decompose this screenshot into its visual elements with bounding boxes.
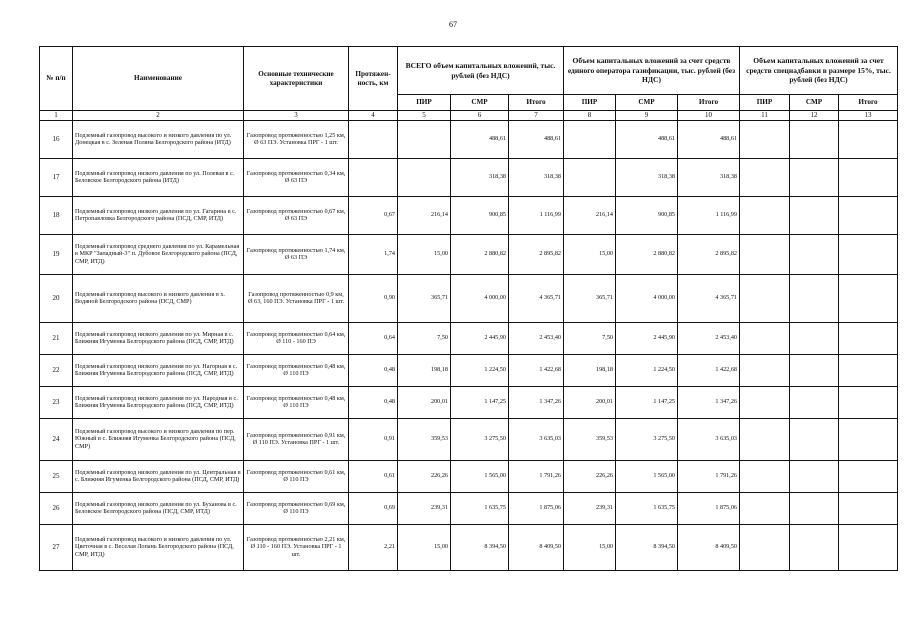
project-name: Подземный газопровод высокого и низкого давления по ул. Цветочная в с. Веселая Лопань Белгородского района (ПСД, СМР, ИТД) — [73, 524, 244, 570]
table-row — [40, 460, 898, 492]
total-smr: 1 565,00 — [451, 460, 509, 492]
operator-itogo: 318,38 — [678, 158, 740, 196]
row-number: 24 — [40, 418, 73, 460]
total-itogo: 8 409,50 — [509, 524, 564, 570]
project-name: Подземный газопровод высокого и низкого давления по ул. Донецкая в с. Зеленая Поляна Белгородского района (ИТД) — [73, 120, 244, 158]
special-pir — [740, 524, 790, 570]
operator-pir: 226,26 — [564, 460, 616, 492]
special-pir — [740, 460, 790, 492]
operator-smr: 318,38 — [616, 158, 678, 196]
technical-specs: Газопровод протяженностью 2,21 км, Ø 110 - 160 ПЭ. Установка ПРГ - 1 шт. — [244, 524, 349, 570]
operator-smr: 3 275,50 — [616, 418, 678, 460]
group-header-operator: Объем капитальных вложений за счет средств единого оператора газификации, тыс. рублей (без НДС) — [564, 47, 740, 95]
column-number: 1 — [40, 111, 73, 121]
table-row — [40, 158, 898, 196]
length-km: 0,67 — [349, 196, 398, 234]
operator-pir: 200,01 — [564, 386, 616, 418]
total-itogo: 4 365,71 — [509, 274, 564, 322]
row-number: 25 — [40, 460, 73, 492]
length-km — [349, 120, 398, 158]
special-smr — [790, 234, 839, 274]
total-pir: 239,31 — [398, 492, 451, 524]
column-number: 10 — [678, 111, 740, 121]
column-number: 3 — [244, 111, 349, 121]
technical-specs: Газопровод протяженностью 1,25 км, Ø 63 ПЭ. Установка ПРГ - 1 шт. — [244, 120, 349, 158]
total-itogo: 2 453,40 — [509, 322, 564, 354]
special-smr — [790, 322, 839, 354]
column-number: 8 — [564, 111, 616, 121]
subheader-itogo: Итого — [678, 95, 740, 111]
special-pir — [740, 322, 790, 354]
project-name: Подземный газопровод низкого давления по ул. Центральная в с. Ближняя Игуменка Белгородского района (ПСД, СМР, ИТД) — [73, 460, 244, 492]
table-row — [40, 492, 898, 524]
table-row — [40, 524, 898, 570]
total-pir: 226,26 — [398, 460, 451, 492]
length-km: 0,64 — [349, 322, 398, 354]
operator-pir: 365,71 — [564, 274, 616, 322]
special-smr — [790, 120, 839, 158]
special-smr — [790, 418, 839, 460]
row-number: 22 — [40, 354, 73, 386]
row-number: 21 — [40, 322, 73, 354]
length-km: 0,48 — [349, 354, 398, 386]
header-row — [40, 47, 898, 95]
project-name: Подземный газопровод низкого давления по ул. Мирная в с. Ближняя Игуменка Белгородского района (ПСД, СМР, ИТД) — [73, 322, 244, 354]
table-row — [40, 386, 898, 418]
col-header-number: № п/п — [40, 47, 73, 111]
operator-smr: 900,85 — [616, 196, 678, 234]
technical-specs: Газопровод протяженностью 0,91 км, Ø 110 ПЭ. Установка ПРГ - 1 шт. — [244, 418, 349, 460]
subheader-pir: ПИР — [564, 95, 616, 111]
special-itogo — [839, 418, 898, 460]
operator-pir: 359,53 — [564, 418, 616, 460]
operator-smr: 4 000,00 — [616, 274, 678, 322]
row-number: 17 — [40, 158, 73, 196]
special-itogo — [839, 234, 898, 274]
special-itogo — [839, 196, 898, 234]
subheader-smr: СМР — [451, 95, 509, 111]
table-row — [40, 354, 898, 386]
special-itogo — [839, 120, 898, 158]
operator-itogo: 1 791,26 — [678, 460, 740, 492]
column-number: 5 — [398, 111, 451, 121]
total-smr: 3 275,50 — [451, 418, 509, 460]
column-number: 11 — [740, 111, 790, 121]
length-km: 0,61 — [349, 460, 398, 492]
total-pir: 15,00 — [398, 524, 451, 570]
operator-pir: 239,31 — [564, 492, 616, 524]
col-header-name: Наименование — [73, 47, 244, 111]
total-smr: 488,61 — [451, 120, 509, 158]
total-pir — [398, 158, 451, 196]
special-pir — [740, 158, 790, 196]
technical-specs: Газопровод протяженностью 1,74 км, Ø 63 ПЭ — [244, 234, 349, 274]
project-name: Подземный газопровод низкого давления по ул. Народная в с. Ближняя Игуменка Белгородского района (ПСД, СМР, ИТД) — [73, 386, 244, 418]
column-number: 6 — [451, 111, 509, 121]
total-smr: 1 635,75 — [451, 492, 509, 524]
operator-itogo: 1 422,68 — [678, 354, 740, 386]
special-itogo — [839, 274, 898, 322]
total-smr: 1 147,25 — [451, 386, 509, 418]
total-smr: 2 445,90 — [451, 322, 509, 354]
total-itogo: 3 635,03 — [509, 418, 564, 460]
operator-itogo: 1 116,99 — [678, 196, 740, 234]
special-smr — [790, 196, 839, 234]
technical-specs: Газопровод протяженностью 0,69 км, Ø 110 ПЭ — [244, 492, 349, 524]
page-number: 67 — [449, 20, 457, 29]
length-km: 0,69 — [349, 492, 398, 524]
col-header-length: Протяжен-ность, км — [349, 47, 398, 111]
group-header-special: Объем капитальных вложений за счет средств спецнадбавки в размере 15%, тыс. рублей (без НДС) — [740, 47, 898, 95]
table-row — [40, 234, 898, 274]
total-itogo: 1 116,99 — [509, 196, 564, 234]
operator-smr: 2 880,82 — [616, 234, 678, 274]
special-itogo — [839, 460, 898, 492]
column-number: 4 — [349, 111, 398, 121]
total-pir — [398, 120, 451, 158]
group-header-total: ВСЕГО объем капитальных вложений, тыс. рублей (без НДС) — [398, 47, 564, 95]
total-pir: 200,01 — [398, 386, 451, 418]
total-pir: 365,71 — [398, 274, 451, 322]
table-row — [40, 196, 898, 234]
row-number: 16 — [40, 120, 73, 158]
row-number: 20 — [40, 274, 73, 322]
total-smr: 318,38 — [451, 158, 509, 196]
subheader-pir: ПИР — [740, 95, 790, 111]
total-pir: 359,53 — [398, 418, 451, 460]
length-km: 2,21 — [349, 524, 398, 570]
total-smr: 4 000,00 — [451, 274, 509, 322]
total-itogo: 1 347,26 — [509, 386, 564, 418]
operator-itogo: 2 895,82 — [678, 234, 740, 274]
technical-specs: Газопровод протяженностью 0,61 км, Ø 110 ПЭ — [244, 460, 349, 492]
operator-itogo: 4 365,71 — [678, 274, 740, 322]
total-pir: 15,00 — [398, 234, 451, 274]
special-pir — [740, 120, 790, 158]
row-number: 23 — [40, 386, 73, 418]
row-number: 18 — [40, 196, 73, 234]
special-smr — [790, 524, 839, 570]
total-smr: 900,85 — [451, 196, 509, 234]
operator-smr: 1 147,25 — [616, 386, 678, 418]
operator-pir: 216,14 — [564, 196, 616, 234]
table-row — [40, 418, 898, 460]
length-km: 0,91 — [349, 418, 398, 460]
project-name: Подземный газопровод низкого давления по ул. Нагорная в с. Ближняя Игуменка Белгородского района (ПСД, СМР, ИТД) — [73, 354, 244, 386]
special-itogo — [839, 386, 898, 418]
special-pir — [740, 354, 790, 386]
operator-smr: 1 635,75 — [616, 492, 678, 524]
investment-table — [39, 46, 898, 571]
total-itogo: 1 875,06 — [509, 492, 564, 524]
total-itogo: 488,61 — [509, 120, 564, 158]
project-name: Подземный газопровод высокого и низкого давления в х. Водяной Белгородского района (ПСД, СМР) — [73, 274, 244, 322]
technical-specs: Газопровод протяженностью 0,48 км, Ø 110 ПЭ — [244, 354, 349, 386]
operator-pir: 15,00 — [564, 524, 616, 570]
subheader-smr: СМР — [616, 95, 678, 111]
special-pir — [740, 196, 790, 234]
project-name: Подземный газопровод высокого и низкого давления по пер. Южный в с. Ближняя Игуменка Белгородского района (ПСД, СМР) — [73, 418, 244, 460]
operator-itogo: 8 409,50 — [678, 524, 740, 570]
col-header-specs: Основные технические характеристики — [244, 47, 349, 111]
technical-specs: Газопровод протяженностью 0,34 км, Ø 63 ПЭ — [244, 158, 349, 196]
operator-itogo: 488,61 — [678, 120, 740, 158]
operator-smr: 488,61 — [616, 120, 678, 158]
column-number: 2 — [73, 111, 244, 121]
project-name: Подземный газопровод низкого давления по ул. Полевая в с. Беловское Белгородского района (ИТД) — [73, 158, 244, 196]
operator-smr: 1 224,50 — [616, 354, 678, 386]
special-pir — [740, 386, 790, 418]
table-row — [40, 120, 898, 158]
subheader-smr: СМР — [790, 95, 839, 111]
length-km: 0,48 — [349, 386, 398, 418]
total-pir: 216,14 — [398, 196, 451, 234]
total-smr: 1 224,50 — [451, 354, 509, 386]
total-smr: 8 394,50 — [451, 524, 509, 570]
column-number: 13 — [839, 111, 898, 121]
subheader-itogo: Итого — [509, 95, 564, 111]
column-number: 7 — [509, 111, 564, 121]
table-row — [40, 274, 898, 322]
project-name: Подземный газопровод низкого давления по ул. Гагарина в с. Петропавловка Белгородского района (ПСД, СМР, ИТД) — [73, 196, 244, 234]
project-name: Подземный газопровод среднего давления по ул. Карамельная в МКР "Западный-3" п. Дубовое Белгородского района (ПСД, СМР, ИТД) — [73, 234, 244, 274]
technical-specs: Газопровод протяженностью 0,64 км, Ø 110 - 160 ПЭ — [244, 322, 349, 354]
special-smr — [790, 158, 839, 196]
row-number: 26 — [40, 492, 73, 524]
operator-smr: 8 394,50 — [616, 524, 678, 570]
special-itogo — [839, 524, 898, 570]
operator-pir: 198,18 — [564, 354, 616, 386]
special-smr — [790, 274, 839, 322]
special-itogo — [839, 354, 898, 386]
length-km — [349, 158, 398, 196]
technical-specs: Газопровод протяженностью 0,9 км, Ø 63, 160 ПЭ. Установка ПРГ - 1 шт. — [244, 274, 349, 322]
length-km: 1,74 — [349, 234, 398, 274]
total-pir: 7,50 — [398, 322, 451, 354]
special-pir — [740, 234, 790, 274]
operator-pir: 7,50 — [564, 322, 616, 354]
column-number: 9 — [616, 111, 678, 121]
column-number: 12 — [790, 111, 839, 121]
special-itogo — [839, 492, 898, 524]
length-km: 0,90 — [349, 274, 398, 322]
operator-smr: 2 445,90 — [616, 322, 678, 354]
operator-itogo: 1 875,06 — [678, 492, 740, 524]
technical-specs: Газопровод протяженностью 0,48 км, Ø 110 ПЭ — [244, 386, 349, 418]
row-number: 27 — [40, 524, 73, 570]
operator-pir — [564, 158, 616, 196]
project-name: Подземный газопровод низкого давления по ул. Буханова в с. Беловское Белгородского района (ПСД, СМР, ИТД) — [73, 492, 244, 524]
table-row — [40, 322, 898, 354]
special-pir — [740, 418, 790, 460]
operator-pir — [564, 120, 616, 158]
special-pir — [740, 274, 790, 322]
total-itogo: 2 895,82 — [509, 234, 564, 274]
operator-itogo: 2 453,40 — [678, 322, 740, 354]
subheader-pir: ПИР — [398, 95, 451, 111]
special-smr — [790, 492, 839, 524]
operator-smr: 1 565,00 — [616, 460, 678, 492]
operator-itogo: 1 347,26 — [678, 386, 740, 418]
technical-specs: Газопровод протяженностью 0,67 км, Ø 63 ПЭ — [244, 196, 349, 234]
operator-pir: 15,00 — [564, 234, 616, 274]
total-smr: 2 880,82 — [451, 234, 509, 274]
row-number: 19 — [40, 234, 73, 274]
operator-itogo: 3 635,03 — [678, 418, 740, 460]
special-pir — [740, 492, 790, 524]
special-smr — [790, 460, 839, 492]
total-itogo: 1 422,68 — [509, 354, 564, 386]
total-itogo: 1 791,26 — [509, 460, 564, 492]
special-smr — [790, 354, 839, 386]
column-number-row — [40, 111, 898, 121]
subheader-itogo: Итого — [839, 95, 898, 111]
special-itogo — [839, 322, 898, 354]
special-itogo — [839, 158, 898, 196]
special-smr — [790, 386, 839, 418]
total-pir: 198,18 — [398, 354, 451, 386]
total-itogo: 318,38 — [509, 158, 564, 196]
